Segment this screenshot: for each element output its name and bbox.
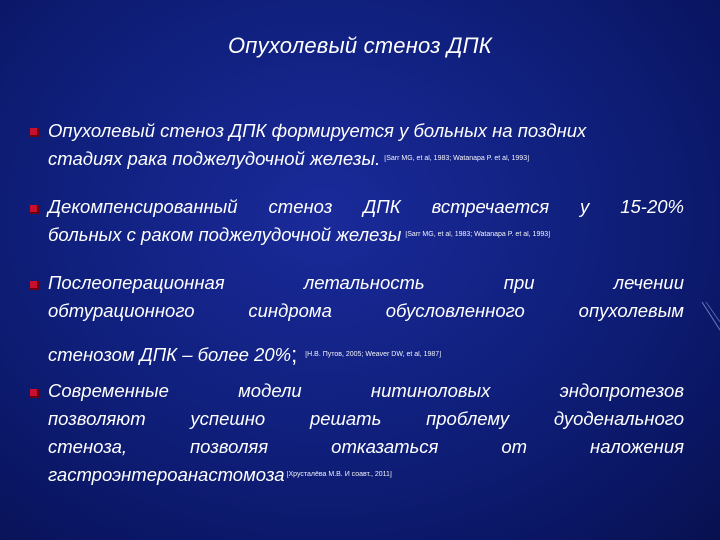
item-4-line-1: Современные модели нитиноловых эндопротезов bbox=[48, 380, 684, 401]
bullet-icon bbox=[30, 389, 39, 398]
citation: [Sarr MG, et al, 1983; Watanapa P. et al, 1993] bbox=[405, 231, 551, 238]
bullet-item-4 bbox=[48, 377, 684, 489]
citation: [Н.В. Путов, 2005; Weaver DW, et al, 1987] bbox=[305, 351, 442, 358]
item-4-line-2: позволяют успешно решать проблему дуоденального bbox=[48, 408, 684, 429]
item-2-line-1: Декомпенсированный стеноз ДПК встречается у 15-20% bbox=[48, 196, 684, 217]
item-1-line-2: стадиях рака поджелудочной железы. [Sarr MG, et al, 1983; Watanapa P. et al, 1993] bbox=[48, 145, 684, 173]
bullet-icon bbox=[30, 281, 39, 290]
bullet-icon bbox=[30, 205, 39, 214]
corner-decoration bbox=[700, 300, 720, 340]
item-3-line-1: Послеоперационная летальность при лечении bbox=[48, 272, 684, 293]
item-3-line-3: стенозом ДПК – более 20% ; [Н.В. Путов, 2005; Weaver DW, et al, 1987] bbox=[48, 342, 442, 367]
citation: [Sarr MG, et al, 1983; Watanapa P. et al, 1993] bbox=[384, 155, 530, 162]
item-4-line-4: гастроэнтероанастомоза [Хрусталёва М.В. И соавт., 2011] bbox=[48, 461, 684, 489]
item-1-line-1: Опухолевый стеноз ДПК формируется у больных на поздних bbox=[48, 120, 587, 141]
slide-title: Опухолевый стеноз ДПК bbox=[228, 33, 492, 58]
bullet-item-1 bbox=[48, 117, 684, 173]
item-2-line-2: больных с раком поджелудочной железы [Sarr MG, et al, 1983; Watanapa P. et al, 1993] bbox=[48, 221, 684, 249]
bullet-item-2 bbox=[48, 193, 684, 249]
citation: [Хрусталёва М.В. И соавт., 2011] bbox=[286, 471, 392, 478]
item-4-line-3: стеноза, позволяя отказаться от наложения bbox=[48, 436, 684, 457]
bullet-item-3 bbox=[48, 269, 684, 369]
bullet-icon bbox=[30, 128, 39, 137]
item-3-line-2: обтурационного синдрома обусловленного опухолевым bbox=[48, 300, 684, 321]
